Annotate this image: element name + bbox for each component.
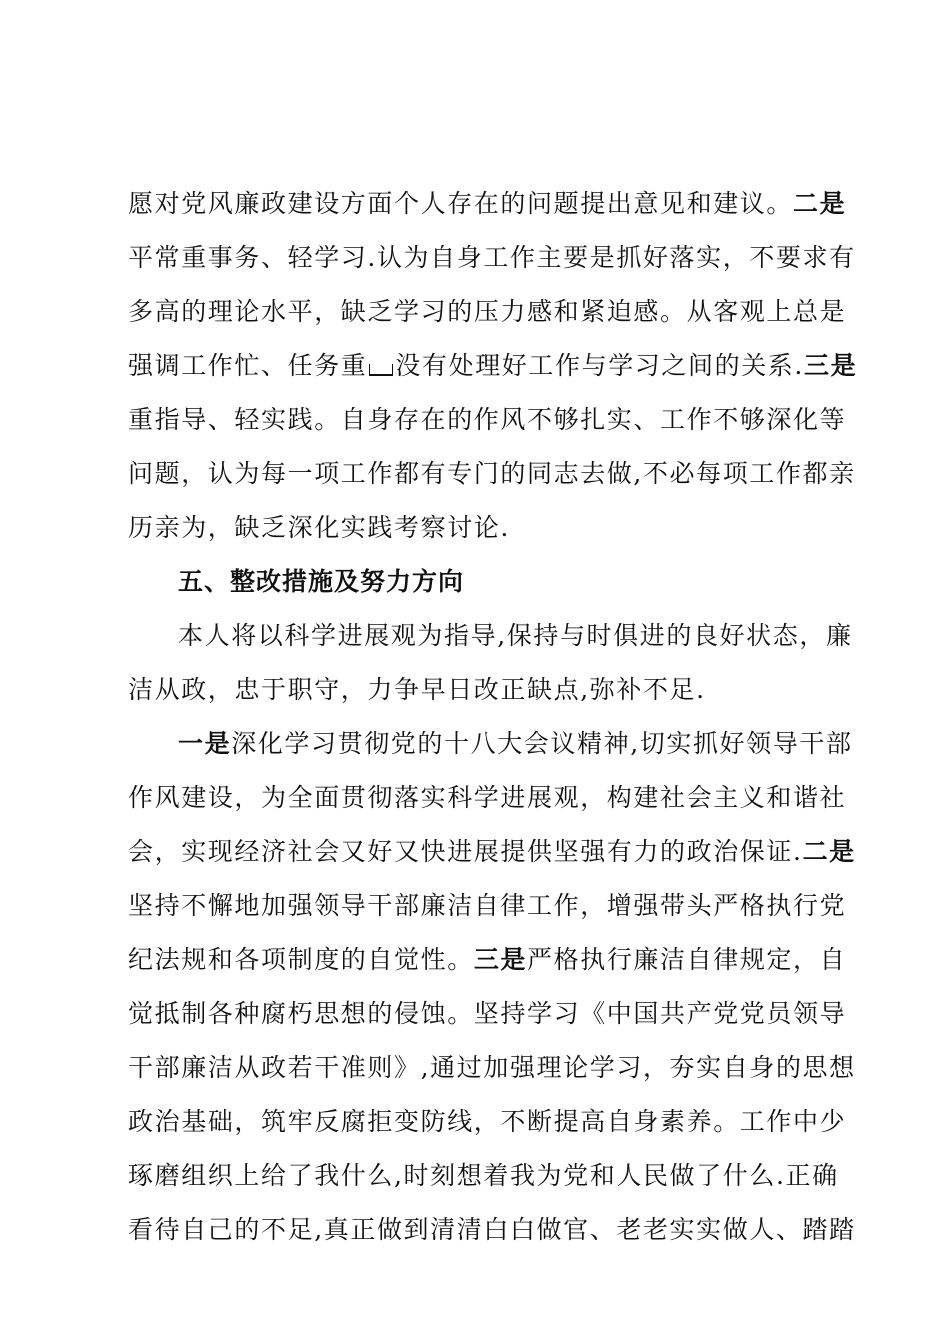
text-span: 愿对党风廉政建设方面个人存在的问题提出意见和建议。 (128, 189, 794, 218)
text-line (128, 836, 856, 868)
text-span: 重指导、轻实践。自身存在的作风不够扎实、工作不够深化等 (128, 405, 847, 434)
text-span: 干部廉洁从政若干准则》,通过加强理论学习，夯实自身的思想 (128, 1053, 856, 1082)
text-span: 作风建设，为全面贯彻落实科学进展观，构建社会主义和谐社 (128, 783, 847, 812)
ellipsis-mark-icon (369, 364, 393, 376)
text-span: 会，实现经济社会又好又快进展提供坚强有力的政治保证. (128, 837, 803, 866)
text-line (128, 296, 847, 328)
text-line (128, 512, 828, 544)
text-span: 看待自己的不足,真正做到清清白白做官、老老实实做人、踏踏 (128, 1215, 856, 1244)
text-span: 洁从政，忠于职守，力争早日改正缺点,弥补不足. (128, 675, 706, 704)
text-span: 觉抵制各种腐朽思想的侵蚀。坚持学习《中国共产党党员领导 (128, 999, 847, 1028)
emphasis-text: 二是 (793, 189, 847, 218)
text-span: 平常重事务、轻学习.认为自身工作主要是抓好落实，不要求有 (128, 243, 856, 272)
emphasis-text: 三是 (803, 351, 858, 380)
section-heading: 五、整改措施及努力方向 (178, 567, 465, 596)
text-span: 历亲为，缺乏深化实践考察讨论. (128, 513, 510, 542)
text-line (128, 890, 847, 922)
text-span: 没有处理好工作与学习之间的关系. (395, 351, 804, 380)
emphasis-text: 三是 (473, 945, 528, 974)
text-span: 强调工作忙、任务重 (128, 351, 368, 380)
text-span: 多高的理论水平，缺乏学习的压力感和紧迫感。从客观上总是 (128, 297, 847, 326)
text-span: 严格执行廉洁自律规定，自 (527, 945, 847, 974)
text-span: 琢磨组织上给了我什么,时刻想着我为党和人民做了什么.正确 (128, 1161, 839, 1190)
emphasis-text: 二是 (802, 837, 856, 866)
text-line (128, 1106, 847, 1138)
text-line (128, 242, 856, 274)
text-span: 政治基础，筑牢反腐拒变防线，不断提高自身素养。工作中少 (128, 1107, 847, 1136)
text-span: 问题，认为每一项工作都有专门的同志去做,不必每项工作都亲 (128, 459, 856, 488)
text-span: 坚持不懈地加强领导干部廉洁自律工作，增强带头严格执行党 (128, 891, 847, 920)
text-line (128, 458, 856, 490)
text-line (128, 1214, 856, 1246)
text-line (178, 728, 853, 760)
text-span: 本人将以科学进展观为指导,保持与时俱进的良好状态，廉 (178, 621, 853, 650)
text-span: 深化学习贯彻党的十八大会议精神,切实抓好领导干部 (231, 729, 853, 758)
text-line (128, 998, 847, 1030)
text-line (128, 350, 858, 382)
text-span: 纪法规和各项制度的自觉性。 (128, 945, 474, 974)
text-line (128, 674, 828, 706)
text-line (178, 620, 853, 652)
text-line (128, 1160, 839, 1192)
text-line (128, 944, 847, 976)
emphasis-text: 一是 (178, 729, 232, 758)
text-line (128, 1052, 856, 1084)
text-line (128, 404, 847, 436)
text-line (128, 188, 847, 220)
text-line (128, 782, 847, 814)
